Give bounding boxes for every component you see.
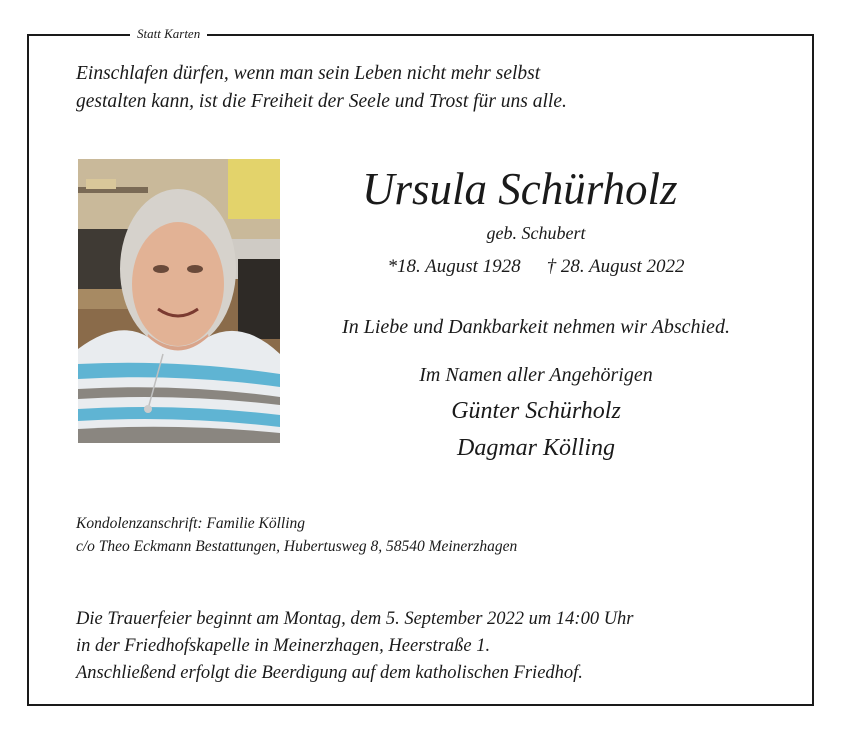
mourner-name: Günter Schürholz: [451, 398, 621, 424]
deceased-name: Ursula Schürholz: [362, 164, 678, 214]
birth-date: 18. August 1928: [396, 256, 521, 277]
life-dates: [316, 255, 756, 279]
quote-line: Einschlafen dürfen, wenn man sein Leben nicht mehr selbst: [76, 63, 541, 84]
death-date: 28. August 2022: [560, 256, 685, 277]
quote: [76, 60, 567, 116]
condolence-address: [76, 512, 517, 558]
condolence-line: c/o Theo Eckmann Bestattungen, Hubertusweg 8, 58540 Meinerzhagen: [76, 538, 518, 555]
quote-line: gestalten kann, ist die Freiheit der Seele und Trost für uns alle.: [76, 91, 567, 112]
birth-name: geb. Schubert: [486, 223, 586, 243]
death-cross-icon: †: [546, 256, 557, 277]
mourners-intro: Im Namen aller Angehörigen: [419, 364, 653, 386]
condolence-line: Kondolenzanschrift: Familie Kölling: [76, 515, 306, 532]
portrait-photo: [78, 159, 280, 443]
service-info: [76, 606, 634, 687]
header-label: Statt Karten: [130, 26, 207, 42]
service-line: Die Trauerfeier beginnt am Montag, dem 5. September 2022 um 14:00 Uhr: [76, 609, 634, 629]
mourner-name: Dagmar Kölling: [456, 435, 615, 461]
birth-star-icon: *: [387, 256, 397, 277]
service-line: in der Friedhofskapelle in Meinerzhagen, Heerstraße 1.: [76, 636, 491, 656]
service-line: Anschließend erfolgt die Beerdigung auf dem katholischen Friedhof.: [76, 663, 583, 683]
farewell-text: In Liebe und Dankbarkeit nehmen wir Abschied.: [342, 316, 730, 338]
